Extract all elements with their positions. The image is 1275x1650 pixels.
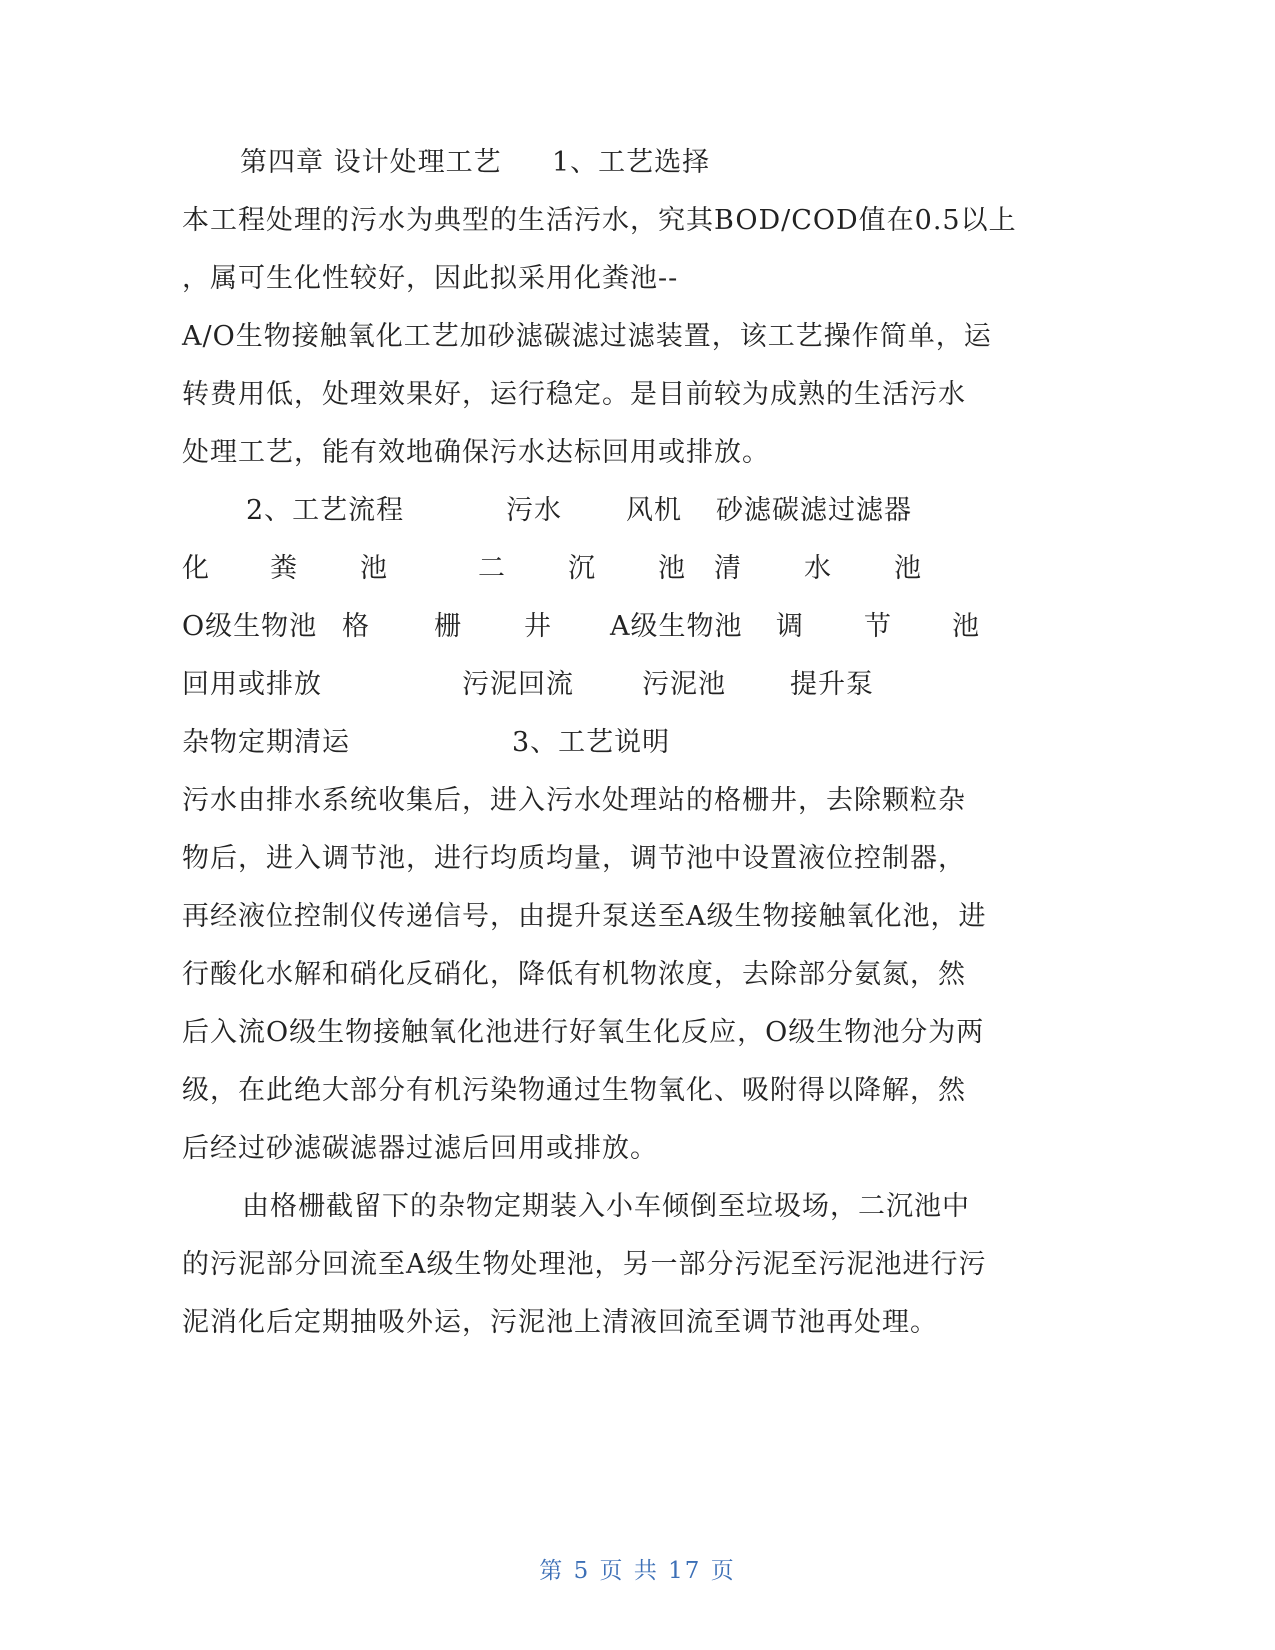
flow-char: 沉 <box>568 553 596 584</box>
flow-label: 提升泵 <box>790 669 874 700</box>
flow-char: 清 <box>714 553 742 584</box>
para1-line: ，属可生化性较好，因此拟采用化粪池-- <box>182 263 679 294</box>
para1-line: 本工程处理的污水为典型的生活污水，究其BOD/COD值在0.5以上 <box>182 205 1017 236</box>
para2-line: 后入流O级生物接触氧化池进行好氧生化反应，O级生物池分为两 <box>182 1017 985 1048</box>
flow-row-4 <box>182 665 874 705</box>
para3-line: 泥消化后定期抽吸外运，污泥池上清液回流至调节池再处理。 <box>182 1307 938 1338</box>
chapter-title: 第四章 设计处理工艺 <box>240 147 502 178</box>
para3-line: 的污泥部分回流至A级生物处理池，另一部分污泥至污泥池进行污 <box>182 1249 987 1280</box>
flow-row-1 <box>182 491 912 531</box>
flow-label: 回用或排放 <box>182 669 322 700</box>
para1-line: 处理工艺，能有效地确保污水达标回用或排放。 <box>182 437 770 468</box>
flow-char: 池 <box>894 553 922 584</box>
heading-line <box>182 143 711 183</box>
flow-char: 二 <box>478 553 506 584</box>
flow-label: 风机 <box>626 495 682 526</box>
flow-char: 池 <box>360 553 388 584</box>
flow-char: 池 <box>952 611 980 642</box>
flow-row-3 <box>182 607 980 647</box>
para1-line: A/O生物接触氧化工艺加砂滤碳滤过滤装置，该工艺操作简单，运 <box>182 321 992 352</box>
para2-line: 再经液位控制仪传递信号，由提升泵送至A级生物接触氧化池，进 <box>182 901 987 932</box>
section-title-3: 3、工艺说明 <box>512 727 671 758</box>
flow-label: 污水 <box>506 495 562 526</box>
para2-line: 级，在此绝大部分有机污染物通过生物氧化、吸附得以降解，然 <box>182 1075 966 1106</box>
para2-line: 后经过砂滤碳滤器过滤后回用或排放。 <box>182 1133 658 1164</box>
flow-char: 栅 <box>434 611 462 642</box>
flow-label: 污泥池 <box>642 669 726 700</box>
flow-char: 节 <box>864 611 892 642</box>
flow-char: 调 <box>776 611 804 642</box>
page-number-footer: 第 5 页 共 17 页 <box>539 1558 736 1584</box>
flow-char: 水 <box>804 553 832 584</box>
para2-line: 污水由排水系统收集后，进入污水处理站的格栅井，去除颗粒杂 <box>182 785 966 816</box>
para2-line: 物后，进入调节池，进行均质均量，调节池中设置液位控制器， <box>182 843 966 874</box>
flow-row-2 <box>182 549 922 589</box>
flow-label: 污泥回流 <box>462 669 574 700</box>
flow-label: 砂滤碳滤过滤器 <box>716 495 912 526</box>
para2-line: 行酸化水解和硝化反硝化，降低有机物浓度，去除部分氨氮，然 <box>182 959 966 990</box>
flow-label: 杂物定期清运 <box>182 727 350 758</box>
flow-char: 井 <box>524 611 552 642</box>
section-title-1: 1、工艺选择 <box>552 147 711 178</box>
flow-char: 粪 <box>270 553 298 584</box>
flow-row-5 <box>182 723 671 763</box>
flow-label: A级生物池 <box>610 611 743 642</box>
flow-char: 化 <box>182 553 210 584</box>
para3-line: 由格栅截留下的杂物定期装入小车倾倒至垃圾场，二沉池中 <box>242 1191 970 1222</box>
para1-line: 转费用低，处理效果好，运行稳定。是目前较为成熟的生活污水 <box>182 379 966 410</box>
section-title-2: 2、工艺流程 <box>246 495 405 526</box>
flow-char: 格 <box>342 611 370 642</box>
flow-label: O级生物池 <box>182 611 318 642</box>
flow-char: 池 <box>658 553 686 584</box>
